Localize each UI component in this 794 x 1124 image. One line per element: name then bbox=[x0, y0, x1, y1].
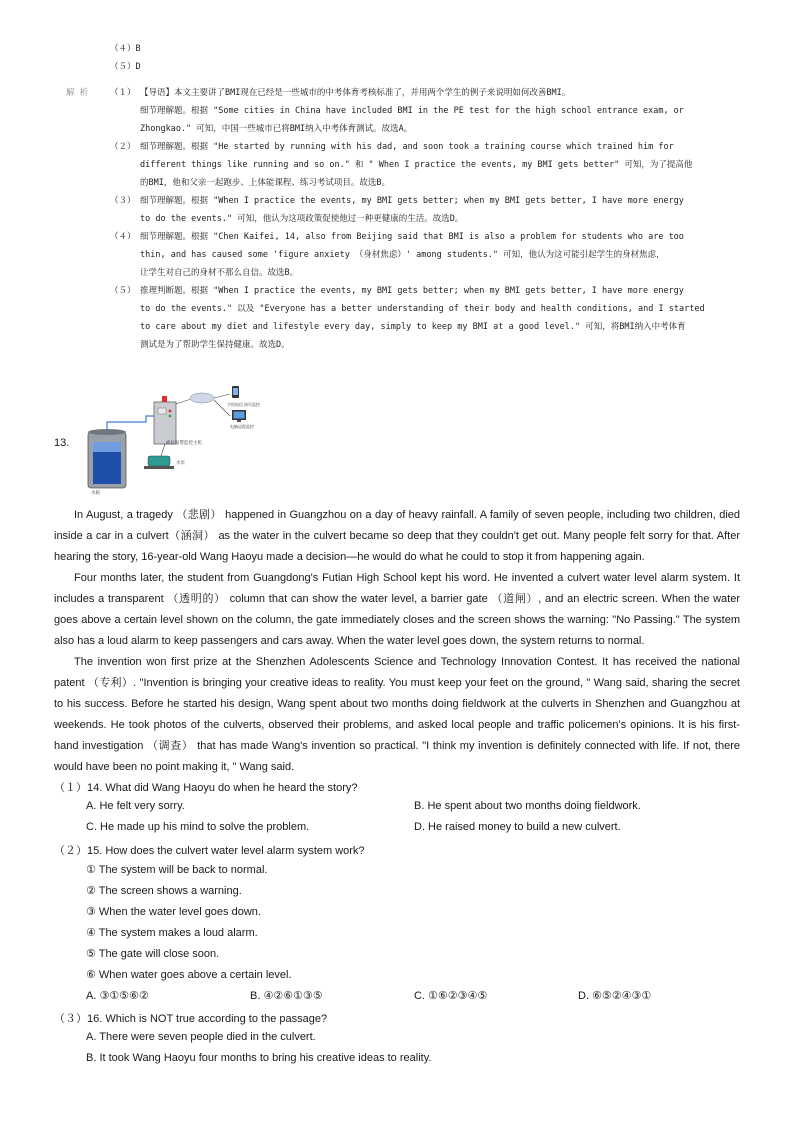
question-number: 13. bbox=[54, 437, 70, 449]
sub-question-2: （２）15. How does the culvert water level alarm system work? bbox=[54, 845, 365, 857]
analysis-item-1-num: （１） bbox=[110, 88, 136, 98]
sub-question-1: （１）14. What did Wang Haoyu do when he heard the story? bbox=[54, 782, 358, 794]
q15-option-b[interactable]: B. ④②⑥①③⑤ bbox=[250, 990, 323, 1002]
q15-step-4: ④ The system makes a loud alarm. bbox=[86, 927, 258, 939]
q14-option-c[interactable]: C. He made up his mind to solve the problem. bbox=[86, 821, 310, 833]
analysis-item-1-line-1: 【导语】本文主要讲了BMI现在已经是一些城市的中考体育考核标准了，并用两个学生的例子来说明如何改善BMI。 bbox=[140, 88, 571, 98]
analysis-item-1-line-2: 细节理解题。根据 "Some cities in China have included BMI in the PE test for the high school entrance exam, or bbox=[140, 106, 684, 116]
analysis-item-1-line-3: Zhongkao." 可知，中国一些城市已将BMI纳入中考体育测试。故选A。 bbox=[140, 124, 413, 134]
analysis-item-3-line-2: to do the events." 可知，他认为这项政策促使他过一种更健康的生活。故选D。 bbox=[140, 214, 464, 224]
analysis-item-3-line-1: 细节理解题。根据 "When I practice the events, my BMI gets better; when my BMI gets better, I have more energy bbox=[140, 196, 684, 206]
diagram-label-sms: 手机短信 bbox=[227, 402, 243, 407]
diagram-label-pc: 电脑远程监控 bbox=[230, 424, 254, 429]
q15-option-d[interactable]: D. ⑥⑤②④③① bbox=[578, 990, 652, 1002]
prev-answer-4: （４）B bbox=[110, 44, 141, 54]
analysis-item-4-line-2: thin, and has caused some 'figure anxiety （身材焦虑）' among students." 可知，他认为这可能引起学生的身材焦虑， bbox=[140, 250, 665, 260]
analysis-item-2-line-3: 的BMI，他和父亲一起跑步、上体能课程、练习考试项目。故选B。 bbox=[140, 178, 390, 188]
q15-step-1: ① The system will be back to normal. bbox=[86, 864, 268, 876]
analysis-item-2-line-1: 细节理解题。根据 "He started by running with his dad, and soon took a training course which trained him for bbox=[140, 142, 674, 152]
analysis-item-5-num: （５） bbox=[110, 286, 136, 296]
diagram-label-pump: 水泵 bbox=[176, 461, 185, 466]
q16-option-a[interactable]: A. There were seven people died in the culvert. bbox=[86, 1031, 316, 1043]
analysis-label: 解 析 bbox=[66, 88, 89, 98]
analysis-item-3-num: （３） bbox=[110, 196, 136, 206]
passage-paragraph-1: In August, a tragedy （悲剧） happened in Guangzhou on a day of heavy rainfall. A family of seven people, including two children, died inside a car in a culvert（涵洞） as the water in the culvert became so deep that they couldn't get out. Many people felt sorry for that. After hearing the story, 16-year-old Wang Haoyu made a decision—he would do what he could to stop it from happening again. bbox=[54, 509, 740, 563]
analysis-item-5-line-4: 测试是为了帮助学生保持健康。故选D。 bbox=[140, 340, 290, 350]
alarm-system-diagram bbox=[84, 384, 274, 496]
q14-option-b[interactable]: B. He spent about two months doing fieldwork. bbox=[414, 800, 641, 812]
q15-step-3: ③ When the water level goes down. bbox=[86, 906, 261, 918]
diagram-label-web: 网页监控 bbox=[244, 402, 260, 407]
q14-option-a[interactable]: A. He felt very sorry. bbox=[86, 800, 185, 812]
passage-paragraph-2: Four months later, the student from Guangdong's Futian High School kept his word. He invented a culvert water level alarm system. It includes a transparent （透明的） column that can show the water level, a barrier gate （道闸）, and an electric screen. When the water goes above a certain level shown on the column, the gate immediately closes and the screen shows the warning: "No Passing." The system also has a loud alarm to keep passengers and cars away. When the water level goes down, the system returns to normal. bbox=[54, 572, 740, 647]
analysis-item-4-line-3: 让学生对自己的身材不那么自信。故选B。 bbox=[140, 268, 299, 278]
q15-step-2: ② The screen shows a warning. bbox=[86, 885, 242, 897]
alarm-light-icon bbox=[162, 396, 167, 402]
analysis-item-2-line-2: different things like running and so on." 和 " When I practice the events, my BMI gets better" 可知，为了提高他 bbox=[140, 160, 693, 170]
q15-step-5: ⑤ The gate will close soon. bbox=[86, 948, 220, 960]
passage-paragraph-3: The invention won first prize at the Shenzhen Adolescents Science and Technology Innovation Contest. It has received the national patent （专利）. "Invention is bringing your creative ideas to reality. You must keep your feet on the ground, " Wang said, sharing the secret to his success. Before he started his design, Wang spent about two months doing fieldwork at the culverts in Shenzhen and Guangzhou at weekends. He took photos of the culverts, observed their problems, and asked local people and traffic policemen's opinions. It is his first-hand investigation （调查） that has made Wang's invention so practical. "I think my invention is definitely connected with life. If not, there would have been no point making it, " Wang said. bbox=[54, 656, 740, 773]
sub-question-3: （３）16. Which is NOT true according to the passage? bbox=[54, 1013, 328, 1025]
prev-answer-5: （５）D bbox=[110, 62, 141, 72]
diagram-label-tank: 水箱 bbox=[91, 491, 100, 496]
diagram-label-host: 液位报警监控主机 bbox=[166, 441, 202, 446]
pump-icon bbox=[148, 456, 170, 466]
analysis-item-5-line-3: to care about my diet and lifestyle every day, simply to keep my BMI at a good level." 可知，将BMI纳入中考体育 bbox=[140, 322, 686, 332]
cloud-icon bbox=[190, 393, 214, 403]
analysis-item-5-line-1: 推理判断题。根据 "When I practice the events, my BMI gets better; when my BMI gets better, I have more energy bbox=[140, 286, 684, 296]
analysis-item-4-num: （４） bbox=[110, 232, 136, 242]
q15-option-a[interactable]: A. ③①⑤⑥② bbox=[86, 990, 149, 1002]
analysis-item-4-line-1: 细节理解题。根据 "Chen Kaifei, 14, also from Beijing said that BMI is also a problem for students who are too bbox=[140, 232, 684, 242]
analysis-item-5-line-2: to do the events." 以及 "Everyone has a better understanding of their body and health conditions, and I started bbox=[140, 304, 705, 314]
analysis-item-2-num: （２） bbox=[110, 142, 136, 152]
q15-step-6: ⑥ When water goes above a certain level. bbox=[86, 969, 292, 981]
q14-option-d[interactable]: D. He raised money to build a new culvert. bbox=[414, 821, 621, 833]
q16-option-b[interactable]: B. It took Wang Haoyu four months to bring his creative ideas to reality. bbox=[86, 1052, 432, 1064]
q15-option-c[interactable]: C. ①⑥②③④⑤ bbox=[414, 990, 488, 1002]
